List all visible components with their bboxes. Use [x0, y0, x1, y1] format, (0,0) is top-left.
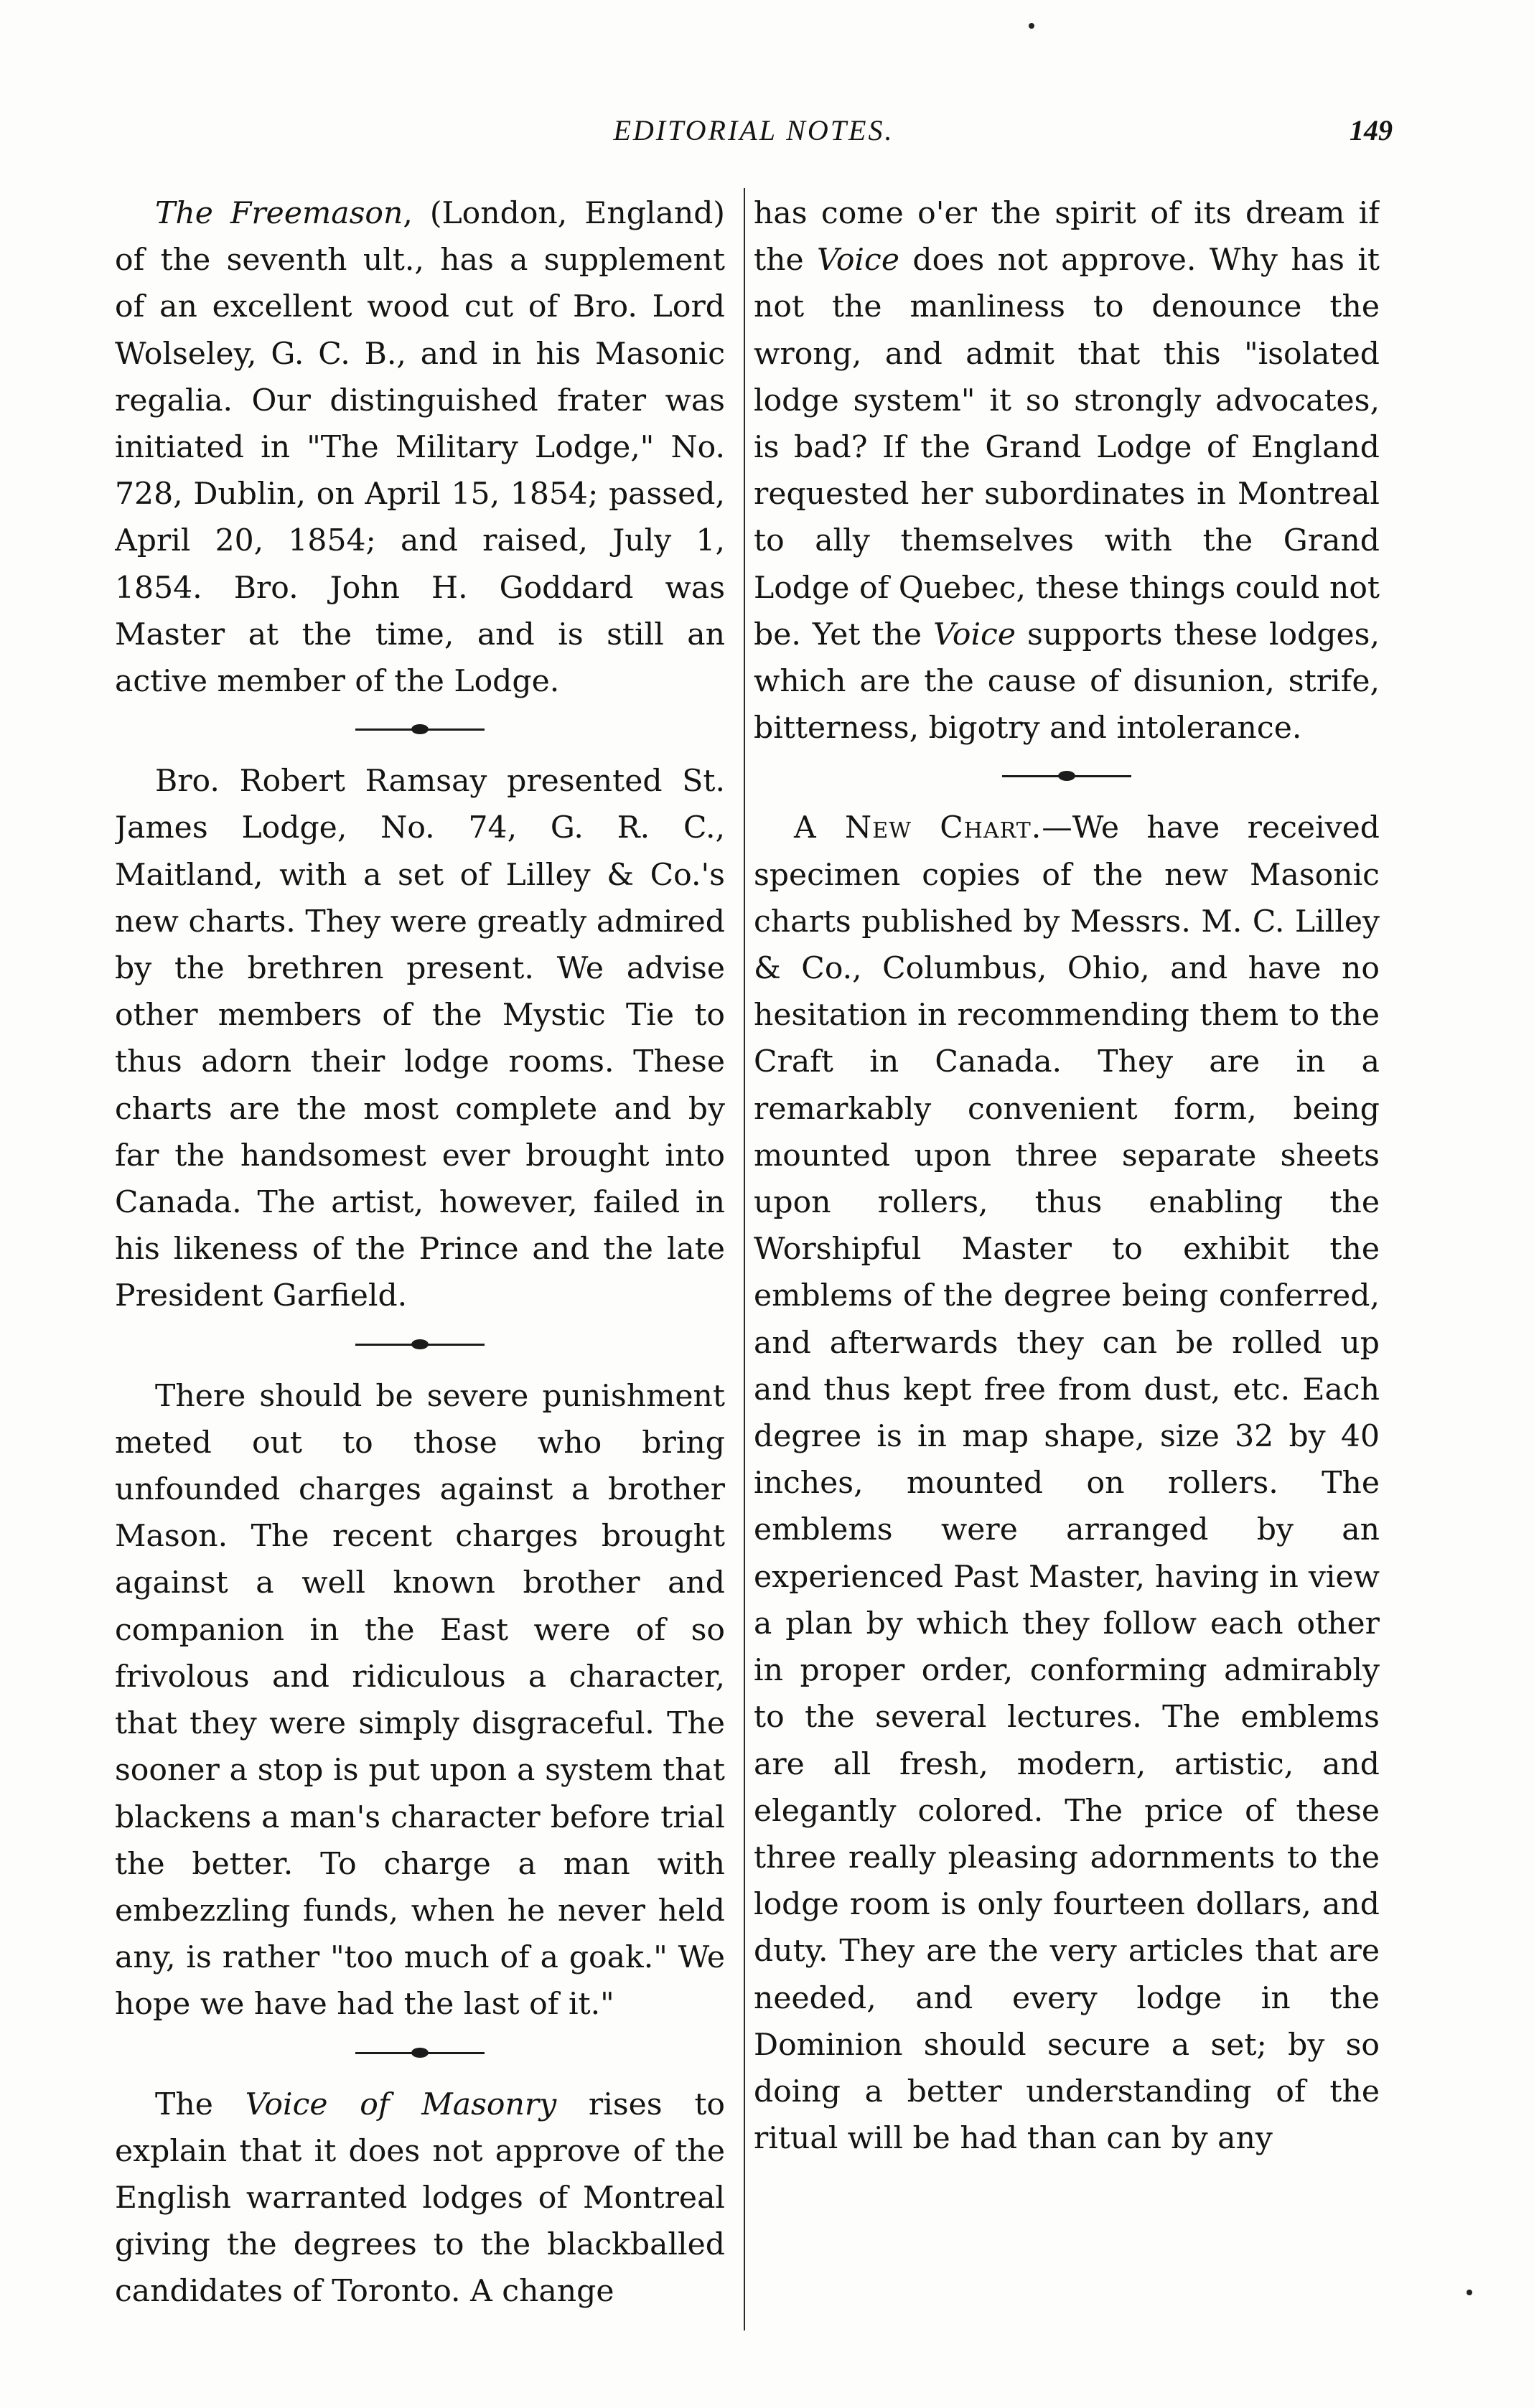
section-heading: A New Chart.	[794, 810, 1042, 846]
publication-title: Voice	[817, 243, 899, 278]
paragraph-continuation	[754, 190, 1380, 751]
paragraph-ramsay	[115, 758, 725, 1319]
speck-mark	[1467, 2290, 1472, 2295]
paragraph-text: has come o'er the spirit of its dream if the	[754, 196, 1380, 278]
paragraph-voice-of-masonry	[115, 2081, 725, 2315]
section-separator	[355, 2037, 485, 2069]
paragraph-text: There should be severe punishment meted out to those who bring unfounded charges against a brother Mason. The recent charges brought against a well known brother and companion in the East were of so frivolous and ridiculous a character, that they were simply disgraceful. The sooner a stop is put upon a system that blackens a man's character before trial the better. To charge a man with embezzling funds, when he never held any, is rather "too much of a goak." We hope we have had the last of it."	[115, 1378, 725, 2023]
publication-title: Voice of Masonry	[245, 2086, 557, 2122]
publication-title: The Freemason	[155, 196, 403, 231]
paragraph-text: supports these lodges, which are the cause of disunion, strife, bitterness, bigotry and intolerance.	[754, 617, 1380, 746]
speck-mark	[1029, 23, 1034, 29]
paragraph-punishment	[115, 1373, 725, 2028]
publication-title: Voice	[933, 617, 1016, 652]
paragraph-text: —We have received specimen copies of the new Masonic charts published by Messrs. M. C. Lilley & Co., Columbus, Ohio, and have no hesitation in recommending them to the Craft in Canada. They are in a remarkably convenient form, being mounted upon three separate sheets upon rollers, thus enabling the Worshipful Master to exhibit the emblems of the degree being conferred, and afterwards they can be rolled up and thus kept free from dust, etc. Each degree is in map shape, size 32 by 40 inches, mounted on rollers. The emblems were arranged by an experienced Past Master, having in view a plan by which they follow each other in proper order, conforming admirably to the several lectures. The emblems are all fresh, modern, artistic, and elegantly colored. The price of these three really pleasing adornments to the lodge room is only fourteen dollars, and duty. They are the very articles that are needed, and every lodge in the Dominion should secure a set; by so doing a better understanding of the ritual will be had than can by any	[754, 810, 1380, 2157]
section-separator	[1002, 760, 1131, 792]
running-header	[115, 113, 1393, 164]
left-column	[115, 190, 725, 2329]
paragraph-text: does not approve. Why has it not the manliness to denounce the wrong, and admit that this "isolated lodge system" it so strongly advocates, is bad? If the Grand Lodge of England requested her subordinates in Montreal to ally themselves with the Grand Lodge of Quebec, these things could not be. Yet the	[754, 243, 1380, 652]
paragraph-text: rises to explain that it does not approve of the English warranted lodges of Montreal giving the degrees to the blackballed candidates of Toronto. A change	[115, 2086, 725, 2310]
paragraph-text: Bro. Robert Ramsay presented St. James Lodge, No. 74, G. R. C., Maitland, with a set of Lilley & Co.'s new charts. They were greatly admired by the brethren present. We advise other members of the Mystic Tie to thus adorn their lodge rooms. These charts are the most complete and by far the handsomest ever brought into Canada. The artist, however, failed in his likeness of the Prince and the late President Garfield.	[115, 764, 725, 1314]
section-separator	[355, 1329, 485, 1360]
page-number: 149	[1350, 114, 1393, 146]
column-divider	[744, 188, 745, 2330]
paragraph-text: , (London, England) of the seventh ult., has a supplement of an excellent wood cut of Bro. Lord Wolseley, G. C. B., and in his Masonic regalia. Our distinguished frater was initiated in "The Military Lodge," No. 728, Dublin, on April 15, 1854; passed, April 20, 1854; and raised, July 1, 1854. Bro. John H. Goddard was Master at the time, and is still an active member of the Lodge.	[115, 196, 725, 700]
paragraph-freemason	[115, 190, 725, 705]
paragraph-text: The	[155, 2086, 245, 2122]
section-separator	[355, 713, 485, 745]
paragraph-new-chart	[754, 805, 1380, 2162]
page-title: EDITORIAL NOTES.	[613, 114, 894, 146]
right-column	[754, 190, 1380, 2329]
